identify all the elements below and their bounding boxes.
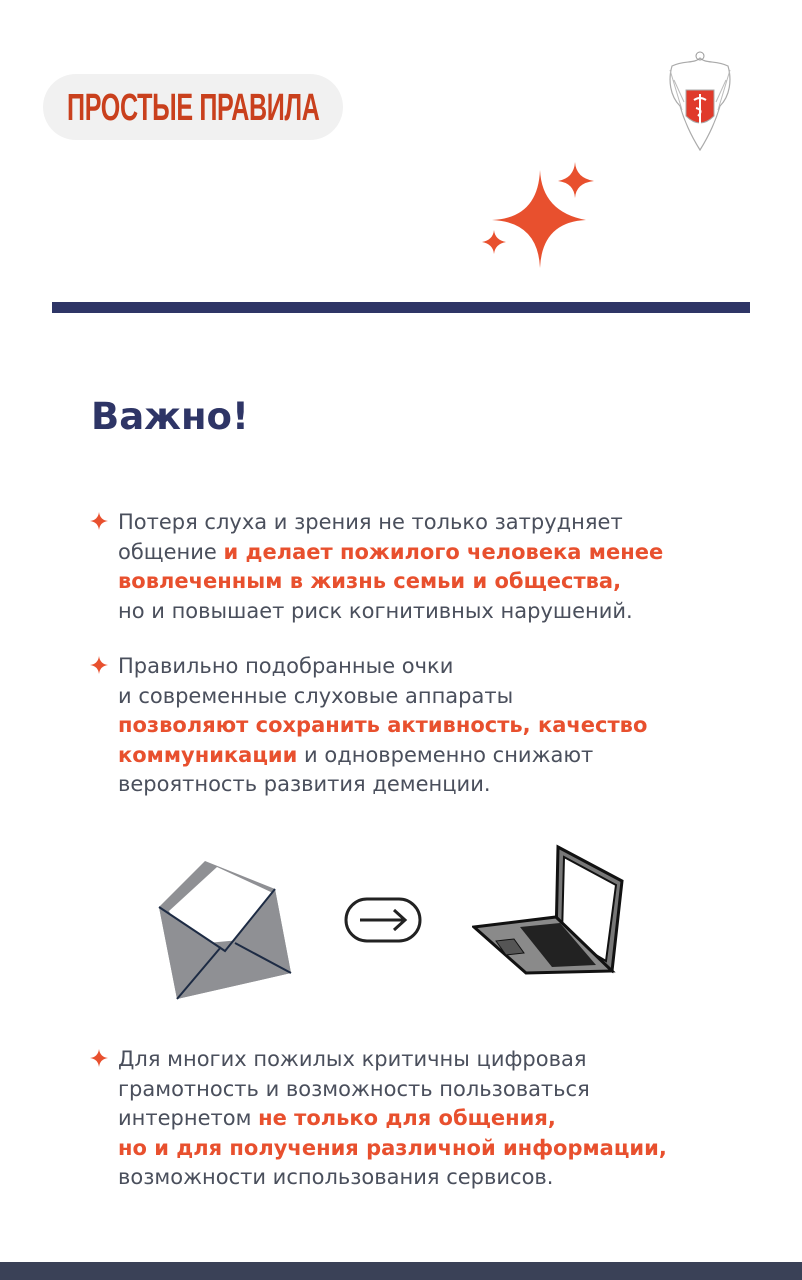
page-title: Важно! — [91, 395, 249, 438]
text-line: интернетом — [118, 1106, 259, 1130]
highlight-text: позволяют сохранить активность, качество — [118, 713, 648, 737]
text-line: вероятность развития деменции. — [118, 772, 491, 796]
bullet-paragraph-1 — [118, 508, 663, 626]
badge-text: ПРОСТЫЕ ПРАВИЛА — [67, 87, 320, 129]
highlight-text: коммуникации — [118, 742, 298, 767]
highlight-text: вовлеченным в жизнь семьи и общества, — [118, 569, 622, 593]
highlight-text: не только для общения, — [258, 1106, 556, 1130]
text-line: Для многих пожилых критичны цифровая — [118, 1047, 587, 1071]
highlight-text: и делает пожилого человека менее — [223, 539, 664, 564]
text-line: общение — [118, 539, 224, 564]
text-line: но и повышает риск когнитивных нарушений. — [118, 598, 633, 623]
text-line: и современные слуховые аппараты — [118, 683, 514, 708]
plus-bullet-icon — [90, 1049, 108, 1067]
text-line: возможности использования сервисов. — [118, 1165, 554, 1189]
bullet-paragraph-3 — [118, 1045, 667, 1193]
arrow-right-icon — [344, 897, 422, 943]
divider — [52, 302, 750, 313]
sparkle-icon — [478, 160, 598, 272]
plus-bullet-icon — [90, 656, 108, 674]
envelope-icon — [155, 855, 295, 1003]
footer-bar — [0, 1262, 802, 1280]
text-line: Правильно подобранные очки — [118, 654, 454, 678]
header-badge — [43, 74, 343, 140]
emblem-icon — [664, 50, 736, 158]
bullet-paragraph-2 — [118, 652, 647, 800]
text-line: и одновременно снижают — [297, 742, 594, 767]
laptop-icon — [472, 843, 628, 985]
plus-bullet-icon — [90, 512, 108, 530]
text-line: Потеря слуха и зрения не только затрудняет — [118, 510, 623, 534]
text-line: грамотность и возможность пользоваться — [118, 1076, 590, 1101]
highlight-text: но и для получения различной информации, — [118, 1135, 667, 1160]
